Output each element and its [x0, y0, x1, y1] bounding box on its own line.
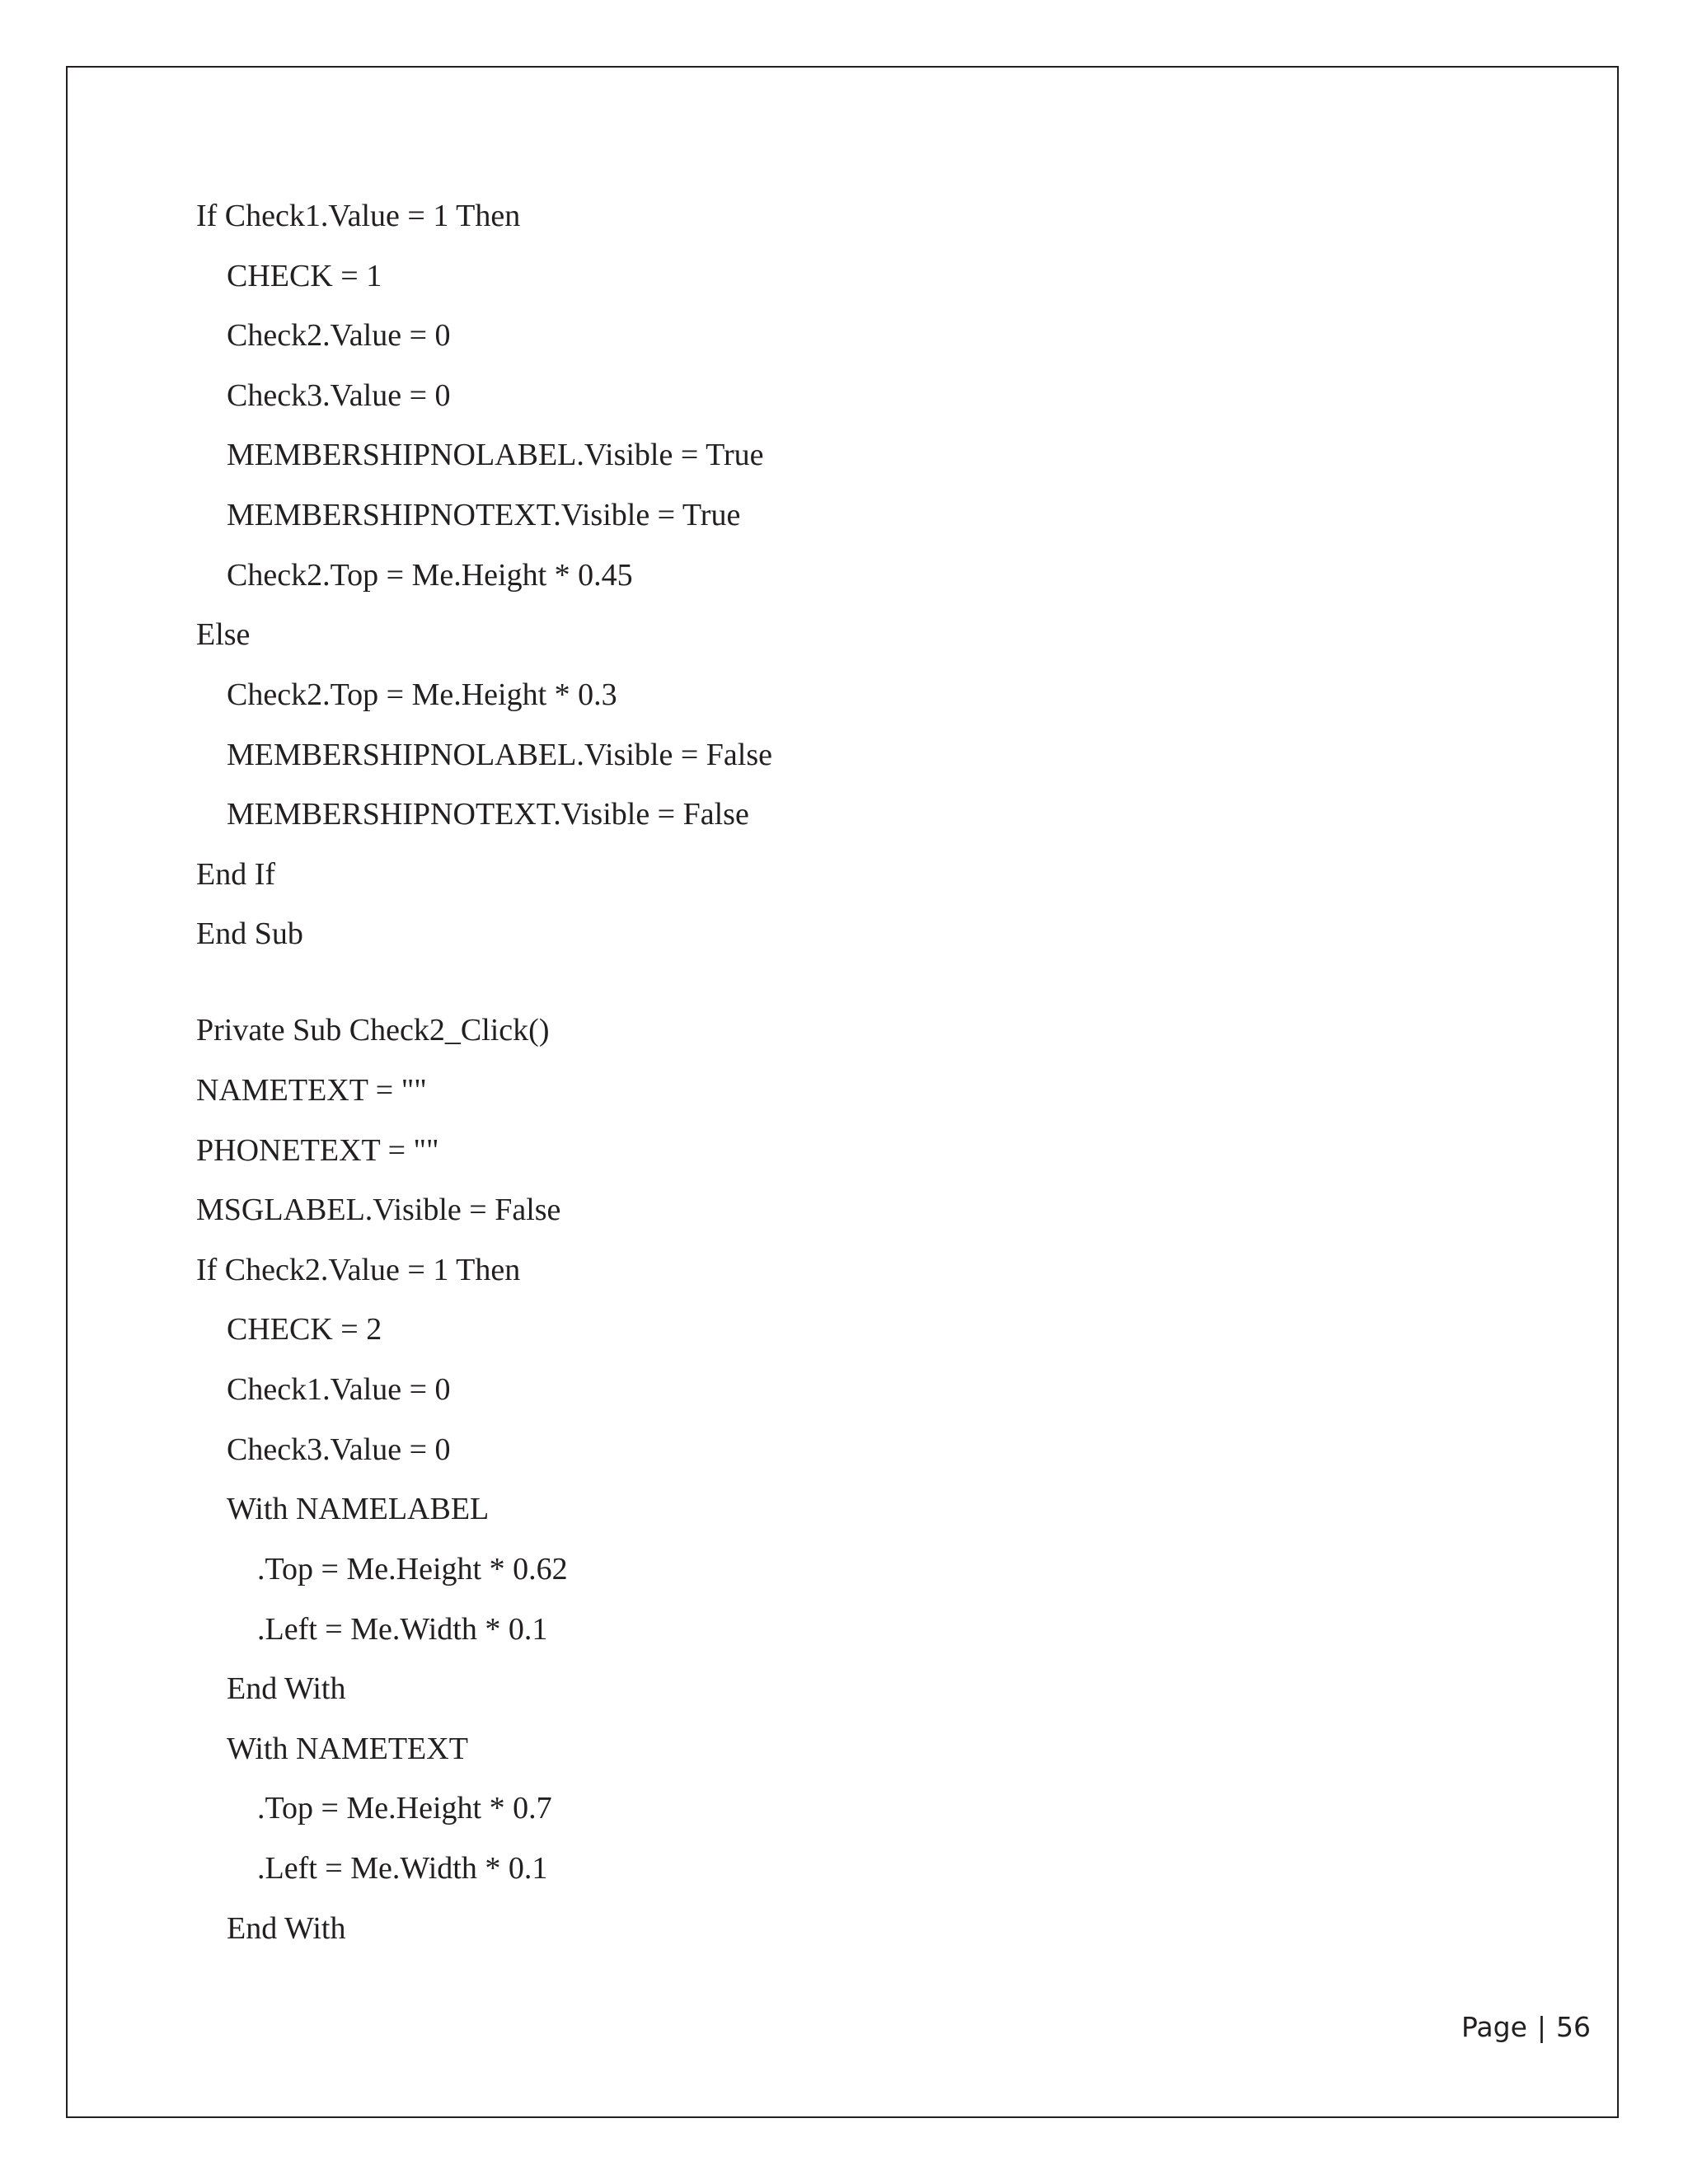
- code-line: .Top = Me.Height * 0.7: [257, 1791, 552, 1825]
- code-line: MEMBERSHIPNOLABEL.Visible = False: [227, 738, 772, 772]
- code-line: MSGLABEL.Visible = False: [196, 1193, 561, 1227]
- code-line: Private Sub Check2_Click(): [196, 1013, 550, 1047]
- code-line: .Left = Me.Width * 0.1: [257, 1612, 548, 1647]
- code-line: MEMBERSHIPNOTEXT.Visible = False: [227, 797, 749, 832]
- page-number: 56: [1556, 2011, 1591, 2043]
- page-label: Page: [1461, 2011, 1527, 2043]
- page-separator: |: [1536, 2011, 1546, 2043]
- code-line: With NAMETEXT: [227, 1732, 468, 1766]
- code-line: If Check2.Value = 1 Then: [196, 1253, 521, 1287]
- code-line: CHECK = 1: [227, 259, 382, 293]
- code-line: Check1.Value = 0: [227, 1372, 451, 1407]
- code-line: Check2.Top = Me.Height * 0.3: [227, 677, 617, 712]
- page-number-footer: [1461, 2009, 1591, 2046]
- code-line: Check2.Value = 0: [227, 318, 451, 353]
- code-line: Else: [196, 617, 251, 652]
- code-line: End With: [227, 1671, 346, 1706]
- code-line: Check3.Value = 0: [227, 378, 451, 413]
- code-line: End Sub: [196, 916, 303, 951]
- code-line: PHONETEXT = "": [196, 1133, 439, 1168]
- code-line: MEMBERSHIPNOLABEL.Visible = True: [227, 438, 764, 472]
- code-line: CHECK = 2: [227, 1312, 382, 1347]
- code-line: Check2.Top = Me.Height * 0.45: [227, 558, 633, 593]
- code-line: .Left = Me.Width * 0.1: [257, 1851, 548, 1886]
- code-line: Check3.Value = 0: [227, 1432, 451, 1467]
- code-line: With NAMELABEL: [227, 1492, 490, 1526]
- code-line: End If: [196, 857, 276, 892]
- code-line: NAMETEXT = "": [196, 1073, 427, 1108]
- code-line: .Top = Me.Height * 0.62: [257, 1552, 568, 1586]
- code-line: MEMBERSHIPNOTEXT.Visible = True: [227, 498, 741, 532]
- code-line: End With: [227, 1911, 346, 1946]
- code-line: If Check1.Value = 1 Then: [196, 199, 521, 233]
